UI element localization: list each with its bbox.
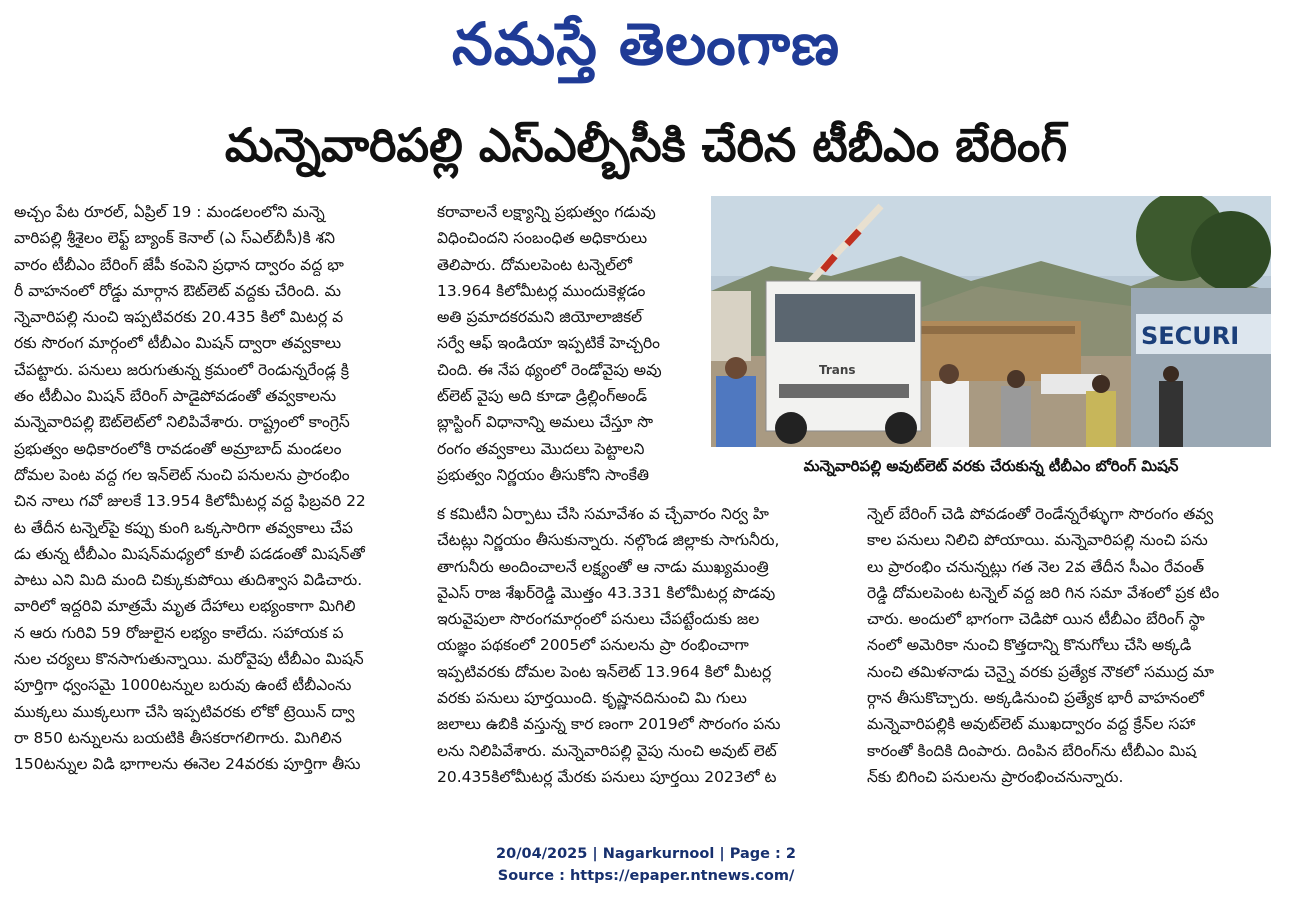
text-line: రీ వాహనంలో రోడ్డు మార్గాన ఔట్‌లెట్ వద్దకు చేరింది. మ [14,281,342,300]
footer-date-page: 20/04/2025 | Nagarkurnool | Page : 2 [496,846,796,862]
text-line: చేటట్లు నిర్ణయం తీసుకున్నారు. నల్గొండ జిల్లాకు సాగునీరు, [437,531,780,550]
truck-brand: Trans [819,363,856,377]
article-column-2-top [437,199,705,488]
text-line: తం టీబీఎం మిషన్ బేరింగ్ పాడైపోవడంతో తవ్వకాలను [14,387,337,406]
article-column-2-bottom [437,501,847,790]
text-line: న ఆరు గురివి 59 రోజులైన లభ్యం కాలేదు. సహాయక ప [14,623,344,642]
footer-source: Source : https://epaper.ntnews.com/ [497,868,795,884]
text-line: న్‌కు బిగించి పనులను ప్రారంభించనున్నారు. [867,767,1124,786]
text-line: వారిపల్లి శ్రీశైలం లెఫ్ట్ బ్యాంక్ కెనాల్ (ఎ స్ఎల్‌బీసీ)కి శని [14,229,336,248]
text-line: అతి ప్రమాదకరమని జియోలాజికల్ [437,308,643,327]
text-line: 13.964 కిలోమీటర్ల ముందుకెళ్లడం [437,281,646,300]
text-line: లను నిలిపివేశారు. మన్నెవారిపల్లి వైపు నుంచి అవుట్ లెట్ [437,741,777,760]
text-line: విధించిందని సంబంధిత అధికారులు [437,229,648,248]
text-line: వారం టీబీఎం బేరింగ్ జేపీ కంపెని ప్రధాన ద్వారం వద్ద భా [14,255,344,274]
text-line: రా 850 టన్నులను బయటికి తీసకరాగలిగారు. మిగిలిన [14,728,342,747]
text-line: నుల చర్యలు కొనసాగుతున్నాయి. మరోవైపు టీబీఎం మిషన్ [14,650,364,669]
text-line: క కమిటీని ఏర్పాటు చేసి సమావేశం వ చ్చేవారం నిర్వ హి [437,505,769,523]
article-headline: మన్నెవారిపల్లి ఎస్ఎల్బీసీకి చేరిన టీబీఎం బేరింగ్ [224,118,1068,172]
text-line: సర్వే ఆఫ్ ఇండియా ఇప్పటికే హెచ్చరిం [437,334,661,353]
text-line: నంలో అమెరికా నుంచి కొత్తదాన్ని కొనుగోలు చేసి అక్కడి [867,636,1192,655]
tbm-truck-photo [711,196,1271,447]
text-line: వైఎస్ రాజ శేఖర్‌రెడ్డి మొత్తం 43.331 కిలోమీటర్ల పొడవు [437,583,776,602]
security-sign: SECURI [1141,322,1240,350]
text-line: ర్గాన తీసుకొచ్చారు. అక్కడినుంచి ప్రత్యేక భారీ వాహనంలో [867,689,1204,708]
text-line: తాగునీరు అందించాలనే లక్ష్యంతో ఆ నాడు ముఖ్యమంత్రి [437,557,769,576]
text-line: బ్లాస్టింగ్ విధానాన్ని అమలు చేస్తూ సొ [437,413,654,432]
text-line: ట తేదీన టన్నెల్‌పై కప్పు కుంగి ఒక్కసారిగా తవ్వకాలు చేప [14,518,353,537]
text-line: చింది. ఈ నేప థ్యంలో రెండోవైపు అవు [437,360,662,379]
text-line: ఇప్పటివరకు దోమల పెంట ఇన్‌లెట్ 13.964 కిలో మీటర్ల [437,662,772,681]
text-line: మన్నెవారిపల్లికి అవుట్‌లెట్ ముఖద్వారం వద్ద క్రేన్‌ల సహా [867,715,1196,734]
text-line: న్నెవారిపల్లి నుంచి ఇప్పటివరకు 20.435 కిలో మిటర్ల వ [14,308,344,327]
text-line: ట్‌లెట్ వైపు అది కూడా డ్రిల్లింగ్‌అండ్ [437,387,648,406]
text-line: పూర్తిగా ధ్వంసమై 1000టన్నుల బరువు ఉంటే టీబీఎంను [14,676,352,695]
masthead-logo: నమస్తే తెలంగాణ [452,10,840,78]
text-line: 20.435కిలోమీటర్ల మేరకు పనులు పూర్తయి 2023లో ట [437,767,777,786]
photo-caption: మన్నెవారిపల్లి అవుట్‌లెట్ వరకు చేరుకున్న టీబీఎం బోరింగ్ మిషన్ [803,457,1179,475]
text-line: జలాలు ఉబికి వస్తున్న కార ణంగా 2019లో సొరంగం పను [437,715,781,734]
text-line: ప్రభుత్వం అధికారంలోకి రావడంతో అమ్రాబాద్ మండలం [14,439,342,458]
text-line: రంగం తవ్వకాలు మొదలు పెట్టాలని [437,439,645,458]
text-line: చారు. అందులో భాగంగా చెడిపో యిన టీబీఎం బేరింగ్ స్థా [867,610,1205,629]
text-line: 150టన్నుల విడి భాగాలను ఈనెల 24వరకు పూర్తిగా తీసు [14,755,361,774]
text-line: మన్నెవారిపల్లి ఔట్‌లెట్‌లో నిలిపివేశారు. రాష్ట్రంలో కాంగ్రెస్ [14,413,350,432]
text-line: చిన నాలు గవో జులకే 13.954 కిలోమీటర్ల వద్ద ఫిబ్రవరి 22 [14,492,366,511]
text-line: రెడ్డి దోమలపెంట టన్నెల్ వద్ద జరి గిన సమా వేశంలో ప్రక టిం [867,583,1220,602]
text-line: ప్రభుత్వం నిర్ణయం తీసుకోని సాంకేతి [437,465,649,484]
text-line: వారిలో ఇద్దరివి మాత్రమే మృత దేహాలు లభ్యంకాగా మిగిలి [14,597,356,616]
text-line: డు తున్న టీబీఎం మిషన్‌మధ్యలో కూలీ పడడంతో మిషన్‌తో [14,544,365,563]
text-line: నుంచి తమిళనాడు చెన్నై వరకు ప్రత్యేక నౌకలో సముద్ర మా [867,662,1215,681]
text-line: ముక్కలు ముక్కలుగా చేసి ఇప్పటివరకు లోకో ట్రెయిన్ ద్వా [14,702,355,721]
text-line: వరకు పనులు పూర్తయింది. కృష్ణానదినుంచి మి గులు [437,689,747,708]
text-line: కాల పనులు నిలిచి పోయాయి. మన్నెవారిపల్లి నుంచి పను [867,531,1208,550]
text-line: ఇరువైపులా సొరంగమార్గంలో పనులు చేపట్టేందుకు జల [437,610,760,629]
text-line: న్నెల్ బేరింగ్ చెడి పోవడంతో రెండేన్నరేళ్ళుగా సొరంగం తవ్వ [867,505,1214,523]
text-line: కారంతో కిందికి దింపారు. దింపిన బేరింగ్‌ను టీబీఎం మిష [867,741,1197,760]
text-line: లు ప్రారంభిం చనున్నట్లు గత నెల 2వ తేదీన సీఎం రేవంత్ [867,557,1205,576]
text-line: తెలిపారు. దోమలపెంట టన్నెల్‌లో [437,255,632,274]
text-line: పాటు ఎని మిది మంది చిక్కుకుపోయి తుదిశ్వాస విడిచారు. [14,571,363,590]
article-column-1 [14,199,419,778]
text-line: అచ్చం పేట రూరల్, ఏప్రిల్ 19 : మండలంలోని మన్నె [14,203,325,221]
text-line: యజ్ఞం పథకంలో 2005లో పనులను ప్రా రంభించాగా [437,636,749,655]
text-line: కరావాలనే లక్ష్యాన్ని ప్రభుత్వం గడువు [437,203,656,221]
article-column-3 [867,501,1272,790]
text-line: చేపట్టారు. పనులు జరుగుతున్న క్రమంలో రెండున్నరేండ్ల క్రి [14,360,349,379]
article-photo [711,196,1271,447]
text-line: రకు సొరంగ మార్గంలో టీబీఎం మిషన్ ద్వారా తవ్వకాలు [14,334,342,353]
text-line: దోమల పెంట వద్ద గల ఇన్‌లెట్ నుంచి పనులను ప్రారంభిం [14,465,350,484]
